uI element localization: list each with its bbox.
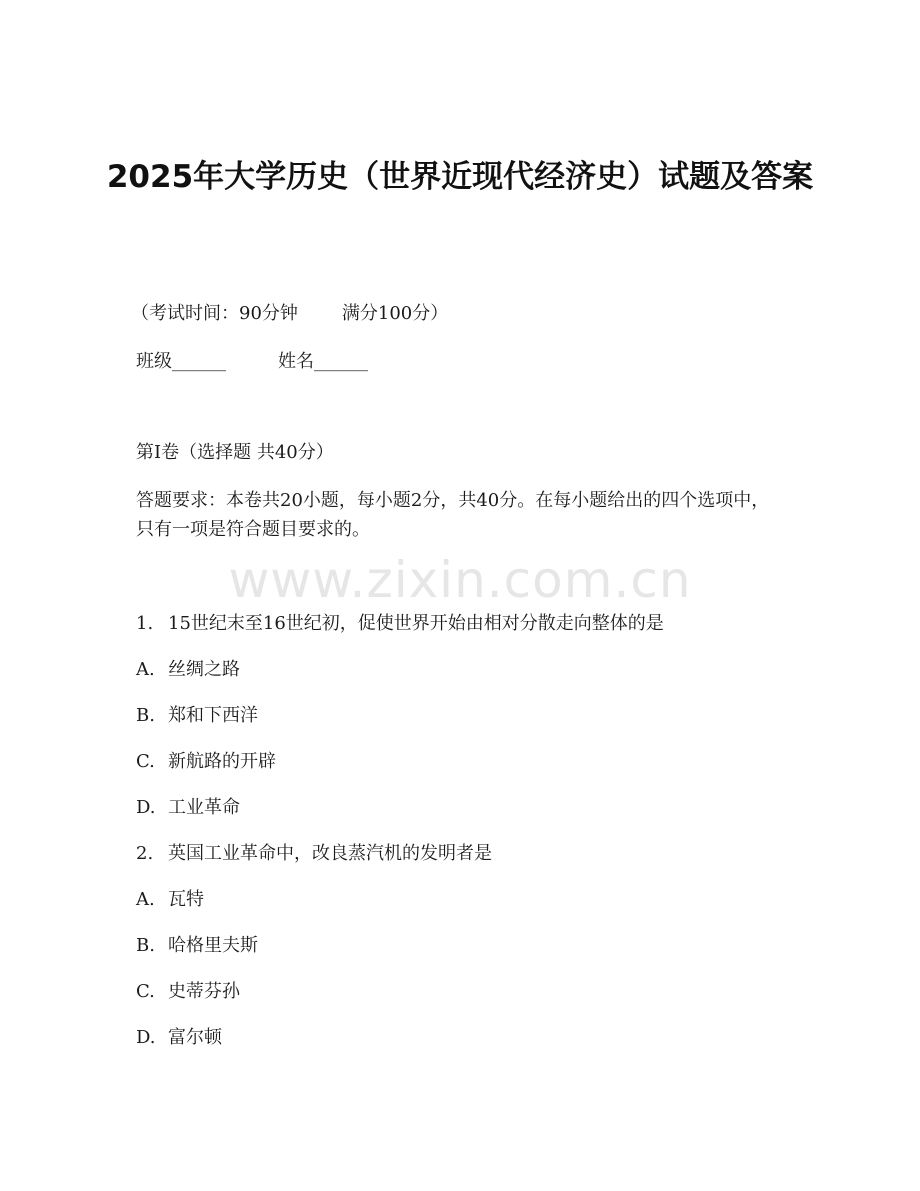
question-2 bbox=[136, 840, 492, 868]
exam-info bbox=[131, 300, 448, 328]
student-fields bbox=[136, 348, 368, 376]
option-text: 郑和下西洋 bbox=[168, 705, 258, 726]
option-letter: A. bbox=[136, 889, 155, 910]
option-2b bbox=[136, 932, 258, 960]
exam-full-score: 满分100分） bbox=[341, 303, 449, 324]
option-1a bbox=[136, 656, 240, 684]
question-1 bbox=[136, 610, 664, 638]
question-text: 英国工业革命中，改良蒸汽机的发明者是 bbox=[168, 843, 492, 864]
option-letter: B. bbox=[136, 705, 155, 726]
answer-requirements: 答题要求：本卷共20小题，每小题2分，共40分。在每小题给出的四个选项中，只有一项是符合题目要求的。 bbox=[136, 490, 770, 540]
option-letter: B. bbox=[136, 935, 155, 956]
option-2d bbox=[136, 1024, 222, 1052]
option-1d bbox=[136, 794, 240, 822]
option-text: 富尔顿 bbox=[168, 1027, 222, 1048]
watermark: www.zixin.com.cn bbox=[228, 551, 692, 609]
option-text: 丝绸之路 bbox=[168, 659, 240, 680]
option-text: 工业革命 bbox=[168, 797, 240, 818]
option-letter: C. bbox=[136, 751, 155, 772]
option-2a bbox=[136, 886, 204, 914]
exam-time: （考试时间：90分钟 bbox=[131, 303, 298, 324]
option-letter: C. bbox=[136, 981, 155, 1002]
document-title: 2025年大学历史（世界近现代经济史）试题及答案 bbox=[106, 159, 814, 195]
section-heading: 第Ⅰ卷（选择题 共40分） bbox=[136, 442, 334, 463]
option-text: 哈格里夫斯 bbox=[168, 935, 258, 956]
question-number: 2. bbox=[136, 843, 154, 864]
option-letter: A. bbox=[136, 659, 155, 680]
option-text: 瓦特 bbox=[168, 889, 204, 910]
option-letter: D. bbox=[136, 797, 156, 818]
option-1b bbox=[136, 702, 258, 730]
option-2c bbox=[136, 978, 240, 1006]
option-1c bbox=[136, 748, 276, 776]
option-letter: D. bbox=[136, 1027, 156, 1048]
option-text: 史蒂芬孙 bbox=[168, 981, 240, 1002]
option-text: 新航路的开辟 bbox=[168, 751, 276, 772]
class-field: 班级______ bbox=[136, 351, 226, 372]
name-field: 姓名______ bbox=[278, 351, 368, 372]
question-number: 1. bbox=[136, 613, 154, 634]
question-text: 15世纪末至16世纪初，促使世界开始由相对分散走向整体的是 bbox=[168, 613, 664, 634]
